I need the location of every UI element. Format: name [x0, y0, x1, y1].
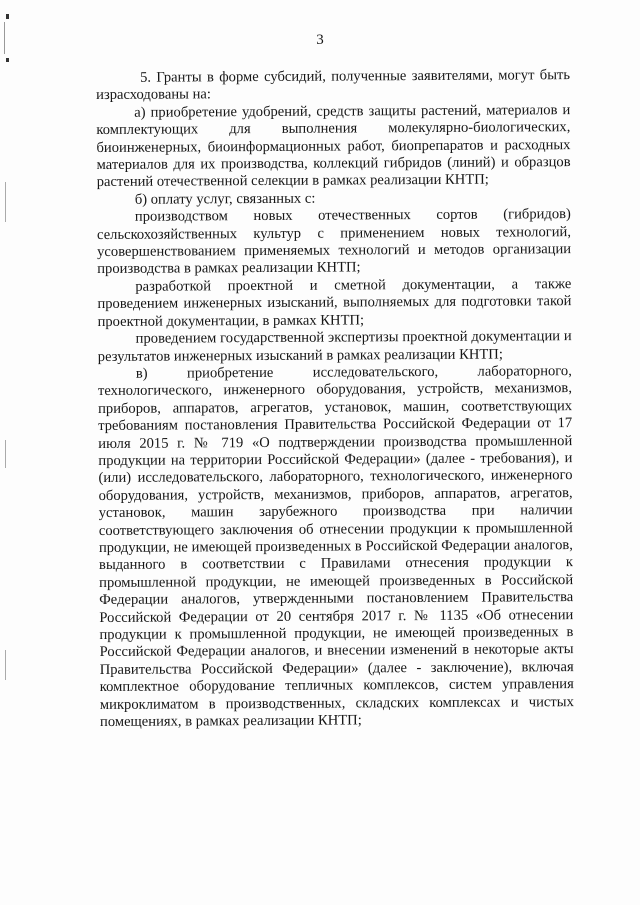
paragraph-item-v: в) приобретение исследовательского, лабораторного, технологического, инженерного оборудования, устройств, механизмов, приборов, аппаратов, агрегатов, установок, машин, соответствующих требованиям постановления Правительства Российской Федерации от 17 июля 2015 г. № 719 «О подтверждении производства промышленной продукции на территории Российской Федерации» (далее - требования), и (или) исследовательского, лабораторного, технологического, инженерного оборудования, устройств, механизмов, приборов, аппаратов, агрегатов, установок, машин зарубежного производства при наличии соответствующего заключения об отнесении продукции к промышленной продукции, не имеющей произведенных в Российской Федерации аналогов, выданного в соответствии с Правилами отнесения продукции к промышленной продукции, не имеющей произведенных в Российской Федерации аналогов, утвержденными постановлением Правительства Российской Федерации от 20 сентября 2017 г. № 1135 «Об отнесении продукции к промышленной продукции, не имеющей произведенных в Российской Федерации аналогов, и внесении изменений в некоторые акты Правительства Российской Федерации» (далее - заключение), включая комплектное оборудование тепличных комплексов, систем управления микроклиматом в производственных, складских комплексах и чистых помещениях, в рамках реализации КНТП;: [97, 363, 574, 731]
page-number: 3: [316, 32, 324, 48]
paragraph-item-b: б) оплату услуг, связанных с:: [134, 190, 316, 208]
paragraph-grants-intro: 5. Гранты в форме субсидий, полученные заявителями, могут быть израсходованы на:: [96, 67, 571, 104]
paragraph-state-expertise: проведением государственной экспертизы проектной документации и результатов инженерных изысканий в рамках реализации КНТП;: [97, 328, 572, 365]
paragraph-design-documentation: разработкой проектной и сметной документации, а также проведением инженерных изысканий, выполняемых для подготовки такой проектной документации, в рамках КНТП;: [97, 275, 572, 330]
document-body: [96, 67, 574, 731]
paragraph-production-varieties: производством новых отечественных сортов (гибридов) сельскохозяйственных культур с применением новых технологий, усовершенствованием применяемых технологий и методов организации производства в рамках реализации КНТП;: [96, 206, 572, 278]
paragraph-item-a: а) приобретение удобрений, средств защиты растений, материалов и комплектующих для выполнения молекулярно-биологических, биоинженерных, биоинформационных работ, биопрепаратов и расходных материалов для их производства, коллекций гибридов (линий) и образцов растений отечественной селекции в рамках реализации КНТП;: [96, 101, 571, 191]
scan-margin-marks: [0, 0, 20, 905]
